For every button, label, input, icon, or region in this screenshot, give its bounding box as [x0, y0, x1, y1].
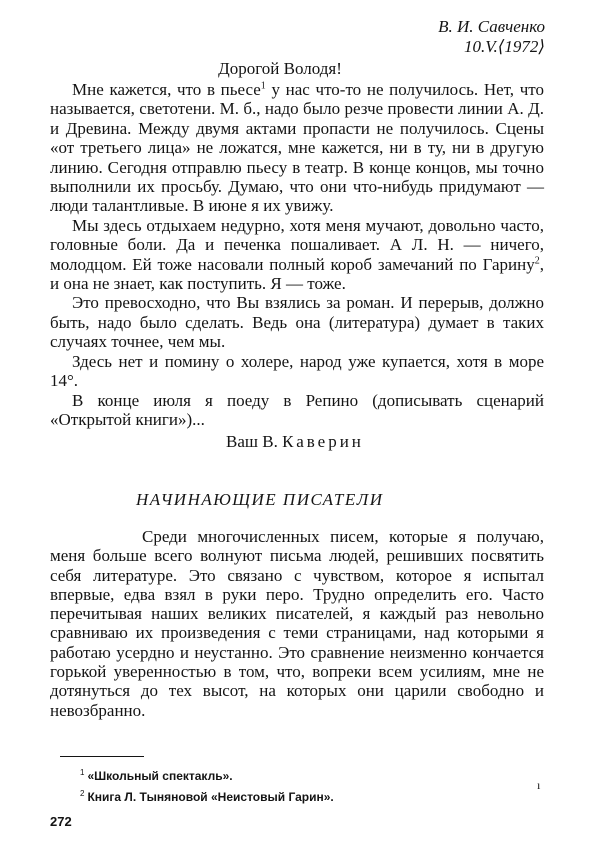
- footnote-item: $^1$ «Школьный спектакль».: [80, 768, 233, 783]
- letter-paragraph: В конце июля я поеду в Репино (дописывать сценарий «Открытой книги»)...: [50, 390, 544, 429]
- footnotes: [80, 764, 334, 806]
- section-paragraph: Среди многочисленных писем, которые я получаю, меня больше всего волнуют письма людей, решивших посвятить себя литературе. Это связано с чувством, которое я испытал впервые, едва взял в руки перо. Трудно определить его. Часто перечитывая наших великих писателей, я каждый раз невольно сравниваю их произведения с теми страницами, над которыми я работаю усердно и неустанно. Это сравнение неизменно кончается горькой уверенностью в том, что, вопреки всем усилиям, мне не дотянуться до тех высот, на которых они царили свободно и невозбранно.: [50, 527, 544, 720]
- page-number: 272: [50, 814, 72, 829]
- letter-paragraph: Это превосходно, что Вы взялись за роман. И перерыв, должно быть, надо было сделать. Ведь она (литература) думает в таких случаях точнее, чем мы.: [50, 293, 544, 352]
- letter-date: 10.V.⟨1972⟩: [464, 37, 545, 56]
- letter-header: [438, 17, 545, 57]
- recipient-name: В. И. Савченко: [438, 17, 545, 36]
- section-title: НАЧИНАЮЩИЕ ПИСАТЕЛИ: [136, 490, 384, 509]
- footnote-divider: [60, 756, 144, 757]
- section-body: [50, 527, 544, 720]
- letter-paragraph: Мне кажется, что в пьесе$^1$ у нас что-то не получилось. Нет, что называется, светотени. М. б., надо было резче провести линии А. Д. и Древина. Между двумя актами пропасти не получилось. Сцены «от третьего лица» не ложатся, мне кажется, ни в ту, ни в другую линию. Сегодня отправлю пьесу в театр. В конце концов, мы точно выполнили их просьбу. Думаю, что они что-нибудь придумают — люди талантливые. В июне я их увижу.: [50, 80, 544, 216]
- signature-name: Каверин: [282, 432, 364, 451]
- letter-body: [50, 80, 544, 429]
- letter-salutation: Дорогой Володя!: [218, 59, 342, 78]
- margin-mark: ı: [537, 778, 541, 792]
- footnote-item: $^2$ Книга Л. Тыняновой «Неистовый Гарин».: [80, 789, 334, 804]
- footnote-ref-1: 1: [260, 80, 266, 92]
- letter-signature: Ваш В. Каверин: [226, 432, 364, 451]
- letter-paragraph: Мы здесь отдыхаем недурно, хотя меня мучают, довольно часто, головные боли. Да и печенка пошаливает. А Л. Н. — ничего, молодцом. Ей тоже насовали полный короб замечаний по Гарину$^2$, и она не знает, как поступить. Я — тоже.: [50, 215, 544, 294]
- letter-paragraph: Здесь нет и помину о холере, народ уже купается, хотя в море 14°.: [50, 351, 544, 391]
- footnote-ref-2: 2: [534, 255, 540, 266]
